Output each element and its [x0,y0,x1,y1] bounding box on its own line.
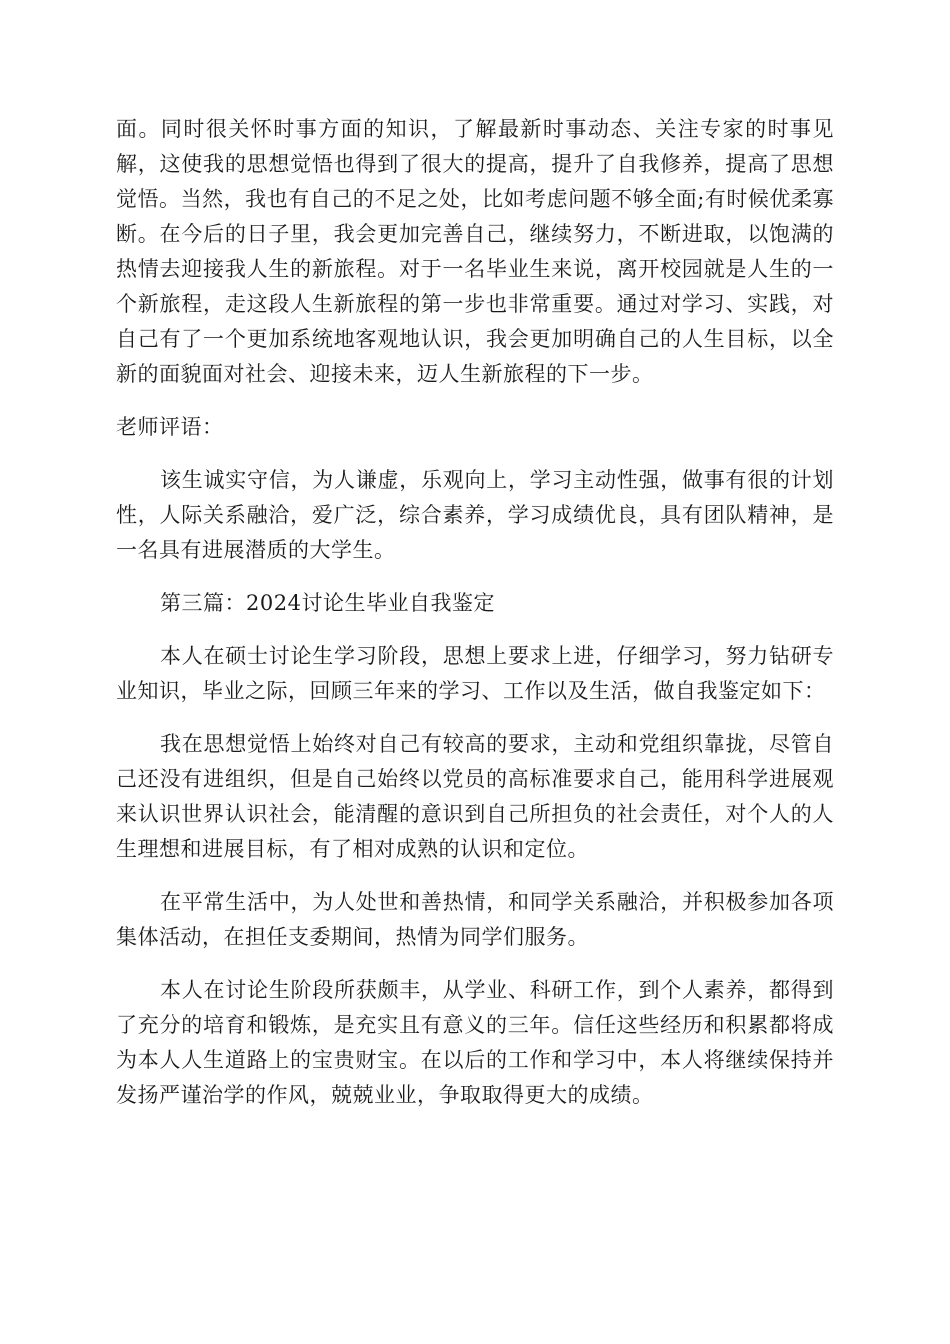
paragraph-intro: 本人在硕士讨论生学习阶段，思想上要求上进，仔细学习，努力钻研专业知识，毕业之际，回顾三年来的学习、工作以及生活，做自我鉴定如下： [116,644,834,703]
document-page [116,112,834,1131]
paragraph-ideology: 我在思想觉悟上始终对自己有较高的要求，主动和党组织靠拢，尽管自己还没有进组织，但是自己始终以党员的高标准要求自己，能用科学进展观来认识世界认识社会，能清醒的意识到自己所担负的社会责任，对个人的人生理想和进展目标，有了相对成熟的认识和定位。 [116,732,834,861]
section-heading: 第三篇：2024讨论生毕业自我鉴定 [160,591,495,615]
paragraph-summary: 本人在讨论生阶段所获颇丰，从学业、科研工作，到个人素养，都得到了充分的培育和锻炼，是充实且有意义的三年。信任这些经历和积累都将成为本人人生道路上的宝贵财宝。在以后的工作和学习中，本人将继续保持并发扬严谨治学的作风，兢兢业业，争取取得更大的成绩。 [116,978,834,1107]
teacher-comment-text: 该生诚实守信，为人谦虚，乐观向上，学习主动性强，做事有很的计划性，人际关系融洽，爱广泛，综合素养，学习成绩优良，具有团队精神，是一名具有进展潜质的大学生。 [116,468,834,562]
teacher-comment-label: 老师评语： [116,415,224,439]
paragraph-life: 在平常生活中，为人处世和善热情，和同学关系融洽，并积极参加各项集体活动，在担任支委期间，热情为同学们服务。 [116,890,834,949]
paragraph-continuation: 面。同时很关怀时事方面的知识，了解最新时事动态、关注专家的时事见解，这使我的思想觉悟也得到了很大的提高，提升了自我修养，提高了思想觉悟。当然，我也有自己的不足之处，比如考虑问题不够全面;有时候优柔寡断。在今后的日子里，我会更加完善自己，继续努力，不断进取，以饱满的热情去迎接我人生的新旅程。对于一名毕业生来说，离开校园就是人生的一个新旅程，走这段人生新旅程的第一步也非常重要。通过对学习、实践，对自己有了一个更加系统地客观地认识，我会更加明确自己的人生目标，以全新的面貌面对社会、迎接未来，迈人生新旅程的下一步。 [116,117,834,386]
